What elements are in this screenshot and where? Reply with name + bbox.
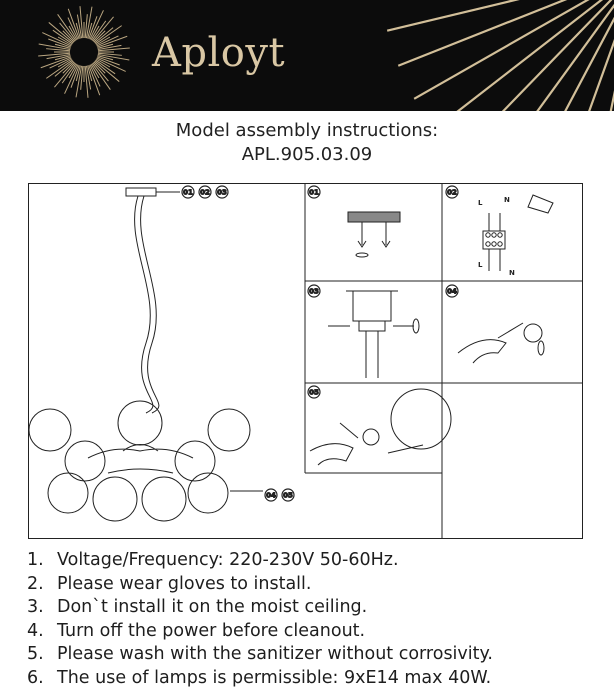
callout-panel-1	[308, 186, 320, 198]
svg-text:03: 03	[309, 287, 319, 296]
svg-text:03: 03	[217, 188, 227, 197]
callout-main-01	[182, 186, 194, 198]
svg-text:01: 01	[183, 188, 193, 197]
wiring-label-n-top: N	[504, 196, 510, 204]
ceiling-canopy	[126, 188, 156, 196]
svg-text:04: 04	[266, 491, 276, 500]
panel-5-drawing	[310, 389, 451, 465]
rule-item	[27, 549, 607, 573]
glass-globe	[48, 473, 88, 513]
callout-panel-4	[446, 285, 458, 297]
glass-globe	[29, 409, 71, 451]
suspension-cable	[135, 196, 153, 413]
glass-globe	[175, 441, 215, 481]
rule-text: The use of lamps is permissible: 9xE14 max 40W.	[57, 667, 492, 688]
rule-text: Don`t install it on the moist ceiling.	[57, 597, 368, 617]
glass-globe	[93, 477, 137, 521]
panel-1-drawing	[348, 212, 400, 257]
rule-number: 6.	[27, 667, 44, 688]
rule-number: 2.	[27, 573, 44, 594]
rule-number: 1.	[27, 550, 44, 570]
rule-item	[27, 573, 607, 597]
brand-logo: Aployt	[152, 30, 286, 76]
rule-item	[27, 643, 607, 667]
rule-text: Turn off the power before cleanout.	[57, 620, 366, 641]
callout-panel-5	[308, 386, 320, 398]
glass-globe	[188, 473, 228, 513]
wiring-label-n-bottom: N	[509, 269, 515, 277]
rule-text: Voltage/Frequency: 220-230V 50-60Hz.	[57, 550, 399, 570]
svg-text:05: 05	[309, 388, 319, 397]
assembly-diagram	[28, 183, 583, 539]
sunburst-decoration	[0, 0, 614, 111]
rule-number: 5.	[27, 644, 44, 664]
chandelier-drawing	[29, 188, 263, 521]
svg-text:04: 04	[447, 287, 457, 296]
brand-banner	[0, 0, 614, 111]
glass-globe	[208, 409, 250, 451]
callout-tags	[182, 186, 458, 501]
svg-text:02: 02	[447, 188, 457, 197]
panel-2-drawing	[483, 195, 553, 271]
rule-item	[27, 596, 607, 620]
detail-panels	[305, 183, 583, 539]
rule-text: Please wear gloves to install.	[57, 573, 312, 594]
svg-text:05: 05	[283, 491, 293, 500]
glass-globe	[142, 477, 186, 521]
rule-item	[27, 620, 607, 644]
callout-main-03	[216, 186, 228, 198]
panel-4-drawing	[458, 323, 544, 363]
svg-text:02: 02	[200, 188, 210, 197]
rule-number: 4.	[27, 620, 44, 641]
wiring-label-l-bottom: L	[478, 261, 483, 269]
safety-rules-list	[27, 549, 607, 690]
glass-globe	[118, 401, 162, 445]
callout-main-02	[199, 186, 211, 198]
rule-number: 3.	[27, 597, 44, 617]
callout-panel-2	[446, 186, 458, 198]
rule-text: Please wash with the sanitizer without corrosivity.	[57, 644, 493, 664]
glass-globe	[65, 441, 105, 481]
model-number: APL.905.03.09	[241, 144, 373, 165]
wiring-label-l-top: L	[478, 199, 483, 207]
callout-main-05	[282, 489, 294, 501]
panel-3-drawing	[328, 291, 419, 378]
rule-item	[27, 667, 607, 691]
callout-panel-3	[308, 285, 320, 297]
page-title: Model assembly instructions:	[175, 120, 439, 141]
svg-text:01: 01	[309, 188, 319, 197]
callout-main-04	[265, 489, 277, 501]
